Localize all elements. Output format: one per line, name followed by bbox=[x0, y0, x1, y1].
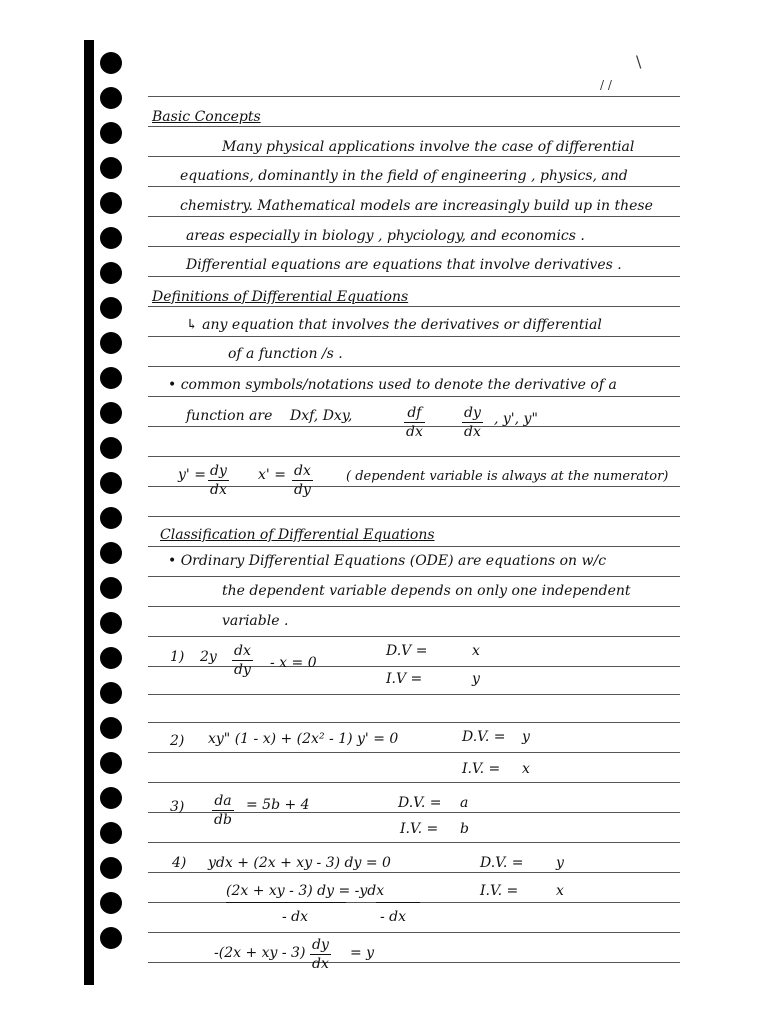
numerator-note: ( dependent variable is always at the numerator) bbox=[346, 469, 669, 484]
fraction-numerator: da bbox=[212, 792, 234, 811]
intro-line: Many physical applications involve the case of differential bbox=[222, 139, 635, 155]
ruled-line bbox=[148, 752, 680, 753]
dv-value: y bbox=[556, 855, 564, 871]
ruled-line bbox=[148, 722, 680, 723]
stray-mark: / / bbox=[600, 78, 612, 92]
punch-hole bbox=[100, 542, 122, 564]
iv-value: y bbox=[472, 671, 480, 687]
fraction-numerator: dx bbox=[232, 642, 253, 661]
punch-hole bbox=[100, 297, 122, 319]
dv-label: D.V. = bbox=[398, 795, 442, 811]
example-number: 1) bbox=[170, 649, 185, 665]
iv-value: x bbox=[522, 761, 530, 777]
dv-value: a bbox=[460, 795, 469, 811]
ruled-line bbox=[148, 96, 680, 97]
punch-hole bbox=[100, 822, 122, 844]
example-expression: - x = 0 bbox=[270, 655, 317, 671]
intro-line: equations, dominantly in the field of engineering , physics, and bbox=[180, 168, 628, 184]
punch-hole bbox=[100, 122, 122, 144]
example-expression: 2y bbox=[200, 649, 217, 665]
example-number: 2) bbox=[170, 733, 185, 749]
ode-line: variable . bbox=[222, 613, 289, 629]
yprime-label: y' = bbox=[178, 467, 206, 483]
symbols-line: • common symbols/notations used to denote the derivative of a bbox=[168, 377, 617, 393]
punch-hole bbox=[100, 857, 122, 879]
ruled-line bbox=[148, 216, 680, 217]
punch-hole bbox=[100, 87, 122, 109]
punch-hole bbox=[100, 472, 122, 494]
work-line: -(2x + xy - 3) bbox=[214, 945, 306, 961]
ruled-line bbox=[148, 932, 680, 933]
punch-hole bbox=[100, 927, 122, 949]
example-number: 4) bbox=[172, 855, 187, 871]
fraction-denominator: dy bbox=[234, 662, 251, 678]
iv-label: I.V = bbox=[386, 671, 423, 687]
punch-hole bbox=[100, 52, 122, 74]
xprime-fraction bbox=[292, 462, 313, 499]
fraction-numerator: df bbox=[404, 404, 425, 423]
example-number: 3) bbox=[170, 799, 185, 815]
punch-hole bbox=[100, 437, 122, 459]
punch-hole bbox=[100, 577, 122, 599]
fraction-numerator: dy bbox=[464, 405, 481, 421]
dv-label: D.V. = bbox=[462, 729, 506, 745]
fraction-denominator: db bbox=[214, 812, 232, 828]
ruled-line bbox=[148, 156, 680, 157]
dy-dx-fraction bbox=[310, 936, 331, 973]
punch-hole bbox=[100, 682, 122, 704]
ruled-line bbox=[148, 694, 680, 695]
symbols-list: Dxf, Dxy, bbox=[290, 408, 353, 424]
work-denominator: - dx bbox=[282, 909, 309, 925]
work-line: = y bbox=[350, 945, 375, 961]
ruled-line bbox=[148, 666, 680, 667]
ruled-line bbox=[148, 396, 680, 397]
fraction-denominator: dx bbox=[464, 424, 481, 440]
intro-line: chemistry. Mathematical models are increasingly build up in these bbox=[180, 198, 653, 214]
ruled-line bbox=[148, 636, 680, 637]
punch-hole bbox=[100, 367, 122, 389]
ruled-line bbox=[148, 546, 680, 547]
stray-mark: \ bbox=[636, 52, 642, 71]
fraction-denominator: dy bbox=[294, 482, 311, 498]
ruled-line bbox=[148, 782, 680, 783]
punch-hole bbox=[100, 612, 122, 634]
page-title: Basic Concepts bbox=[152, 109, 261, 125]
dy-dx-fraction bbox=[462, 404, 483, 441]
ode-line: the dependent variable depends on only one independent bbox=[222, 583, 631, 599]
iv-value: x bbox=[556, 883, 564, 899]
fraction-bar bbox=[376, 902, 420, 903]
punch-hole bbox=[100, 892, 122, 914]
punch-hole bbox=[100, 227, 122, 249]
dv-value: x bbox=[472, 643, 480, 659]
dx-dy-fraction bbox=[232, 642, 253, 679]
ruled-line bbox=[148, 186, 680, 187]
ruled-line bbox=[148, 306, 680, 307]
ruled-line bbox=[148, 516, 680, 517]
iv-label: I.V. = bbox=[462, 761, 501, 777]
dv-value: y bbox=[522, 729, 530, 745]
punch-hole bbox=[100, 647, 122, 669]
iv-value: b bbox=[460, 821, 469, 837]
fraction-numerator: dy bbox=[210, 463, 227, 479]
da-db-fraction bbox=[212, 792, 234, 829]
example-expression: = 5b + 4 bbox=[246, 797, 310, 813]
example-expression: ydx + (2x + xy - 3) dy = 0 bbox=[208, 855, 391, 871]
punch-hole bbox=[100, 262, 122, 284]
ruled-line bbox=[148, 246, 680, 247]
symbols-tail: , y', y" bbox=[494, 411, 538, 427]
ode-line: • Ordinary Differential Equations (ODE) are equations on w/c bbox=[168, 553, 607, 569]
ruled-line bbox=[148, 366, 680, 367]
xprime-label: x' = bbox=[258, 467, 286, 483]
work-denominator: - dx bbox=[380, 909, 407, 925]
ruled-line bbox=[148, 842, 680, 843]
definition-line: ↳ any equation that involves the derivatives or differential bbox=[186, 317, 602, 333]
dv-label: D.V = bbox=[386, 643, 428, 659]
ruled-line bbox=[148, 576, 680, 577]
intro-line: areas especially in biology , phyciology, and economics . bbox=[186, 228, 585, 244]
fraction-denominator: dx bbox=[210, 482, 227, 498]
ruled-line bbox=[148, 606, 680, 607]
ruled-line bbox=[148, 962, 680, 963]
punch-hole bbox=[100, 332, 122, 354]
classification-heading: Classification of Differential Equations bbox=[160, 527, 435, 543]
ruled-line bbox=[148, 456, 680, 457]
punch-holes bbox=[100, 52, 130, 982]
binding-margin bbox=[84, 40, 94, 985]
ruled-line bbox=[148, 336, 680, 337]
df-dx-fraction bbox=[404, 404, 425, 441]
punch-hole bbox=[100, 157, 122, 179]
fraction-numerator: dy bbox=[312, 937, 329, 953]
intro-line: Differential equations are equations that involve derivatives . bbox=[186, 257, 622, 273]
definitions-heading: Definitions of Differential Equations bbox=[152, 289, 409, 305]
work-line: (2x + xy - 3) dy = -ydx bbox=[226, 883, 385, 899]
punch-hole bbox=[100, 717, 122, 739]
ruled-line bbox=[148, 872, 680, 873]
dv-label: D.V. = bbox=[480, 855, 524, 871]
symbols-prefix: function are bbox=[186, 408, 273, 424]
example-expression: xy" (1 - x) + (2x² - 1) y' = 0 bbox=[208, 731, 399, 747]
punch-hole bbox=[100, 507, 122, 529]
fraction-bar bbox=[226, 902, 346, 903]
punch-hole bbox=[100, 402, 122, 424]
punch-hole bbox=[100, 787, 122, 809]
fraction-numerator: dx bbox=[292, 462, 313, 481]
iv-label: I.V. = bbox=[480, 883, 519, 899]
iv-label: I.V. = bbox=[400, 821, 439, 837]
fraction-denominator: dx bbox=[312, 956, 329, 972]
fraction-denominator: dx bbox=[406, 424, 423, 440]
ruled-line bbox=[148, 276, 680, 277]
definition-line: of a function /s . bbox=[228, 346, 343, 362]
yprime-fraction bbox=[208, 462, 229, 499]
punch-hole bbox=[100, 752, 122, 774]
ruled-line bbox=[148, 126, 680, 127]
punch-hole bbox=[100, 192, 122, 214]
